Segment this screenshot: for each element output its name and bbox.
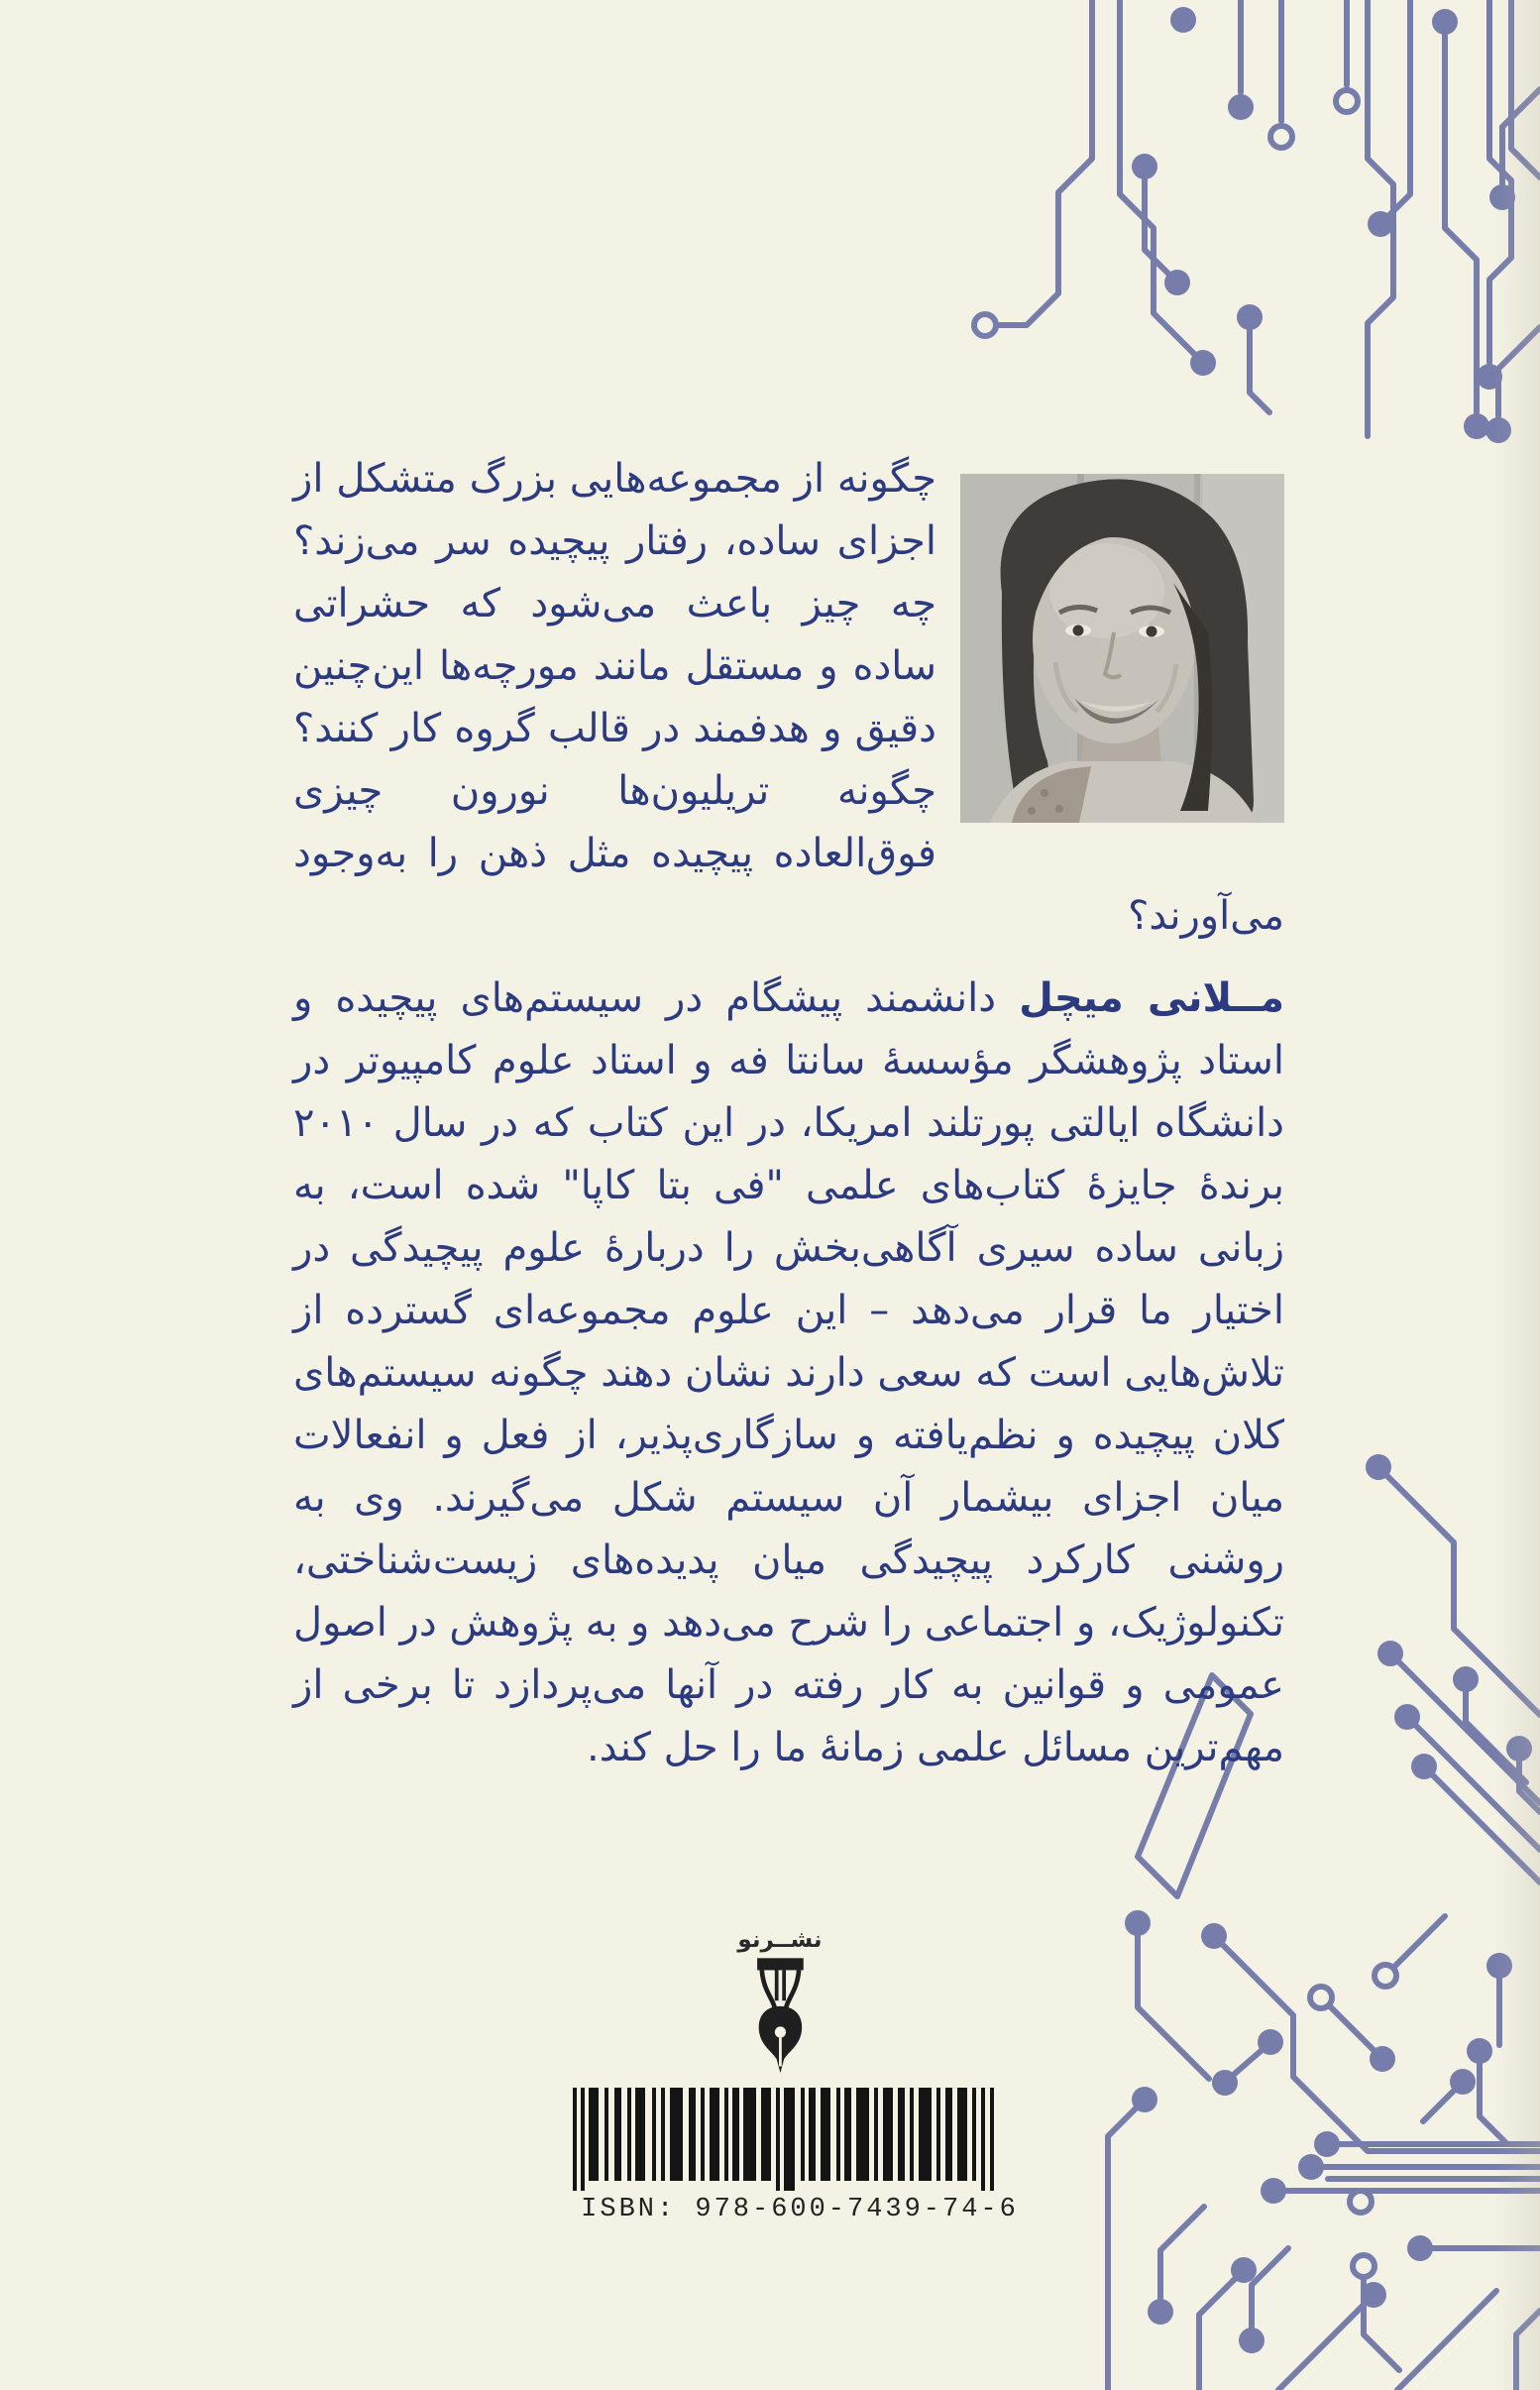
author-photo (960, 474, 1284, 823)
circuit-pattern-top-icon (941, 0, 1540, 446)
back-cover-blurb (293, 448, 1284, 1779)
publisher-logo (737, 1927, 822, 2080)
author-name: مــلانی میچل (1019, 975, 1284, 1021)
blurb-paragraph-author (293, 967, 1284, 1779)
publisher-name: نشــرنو (737, 1927, 823, 1953)
blurb-paragraph-author-rest: دانشمند پیشگام در سیستم‌های پیچیده و استاد پژوهشگر مؤسسهٔ سانتا فه و استاد علوم کامپیوتر در دانشگاه ایالتی پورتلند امریکا، در این کتاب که در سال ۲۰۱۰ برندهٔ جایزهٔ کتاب‌های علمی "فی بتا کاپا" شده است، به زبانی ساده سیری آگاهی‌بخش را دربارهٔ علوم پیچیدگی در اختیار ما قرار می‌دهد – این علوم مجموعه‌ای گسترده از تلاش‌هایی است که سعی دارند نشان دهند چگونه سیستم‌های کلان پیچیده و نظم‌یافته و سازگاری‌پذیر، از فعل و انفعالات میان اجزای بیشمار آن سیستم شکل می‌گیرند. وی به روشنی کارکرد پیچیدگی میان پدیده‌های زیست‌شناختی، تکنولوژیک، و اجتماعی را شرح می‌دهد و به پژوهش در اصول عمومی و قوانین به کار رفته در آنها می‌پردازد تا برخی از مهم‌ترین مسائل علمی زمانهٔ ما را حل کند. (293, 975, 1284, 1770)
isbn-text: ISBN: 978-600-7439-74-6 (581, 2195, 1019, 2224)
barcode (573, 2088, 994, 2191)
pen-nib-icon (752, 1957, 808, 2080)
blurb-paragraph-questions: چگونه از مجموعه‌هایی بزرگ متشکل از اجزای ساده، رفتار پیچیده سر می‌زند؟ چه چیز باعث می‌شود که حشراتی ساده و مستقل مانند مورچه‌ها این‌چنین دقیق و هدفمند در قالب گروه کار کنند؟ چگونه تریلیون‌ها نورون چیزی فوق‌العاده پیچیده مثل ذهن را به‌وجود می‌آورند؟ (293, 456, 1284, 939)
